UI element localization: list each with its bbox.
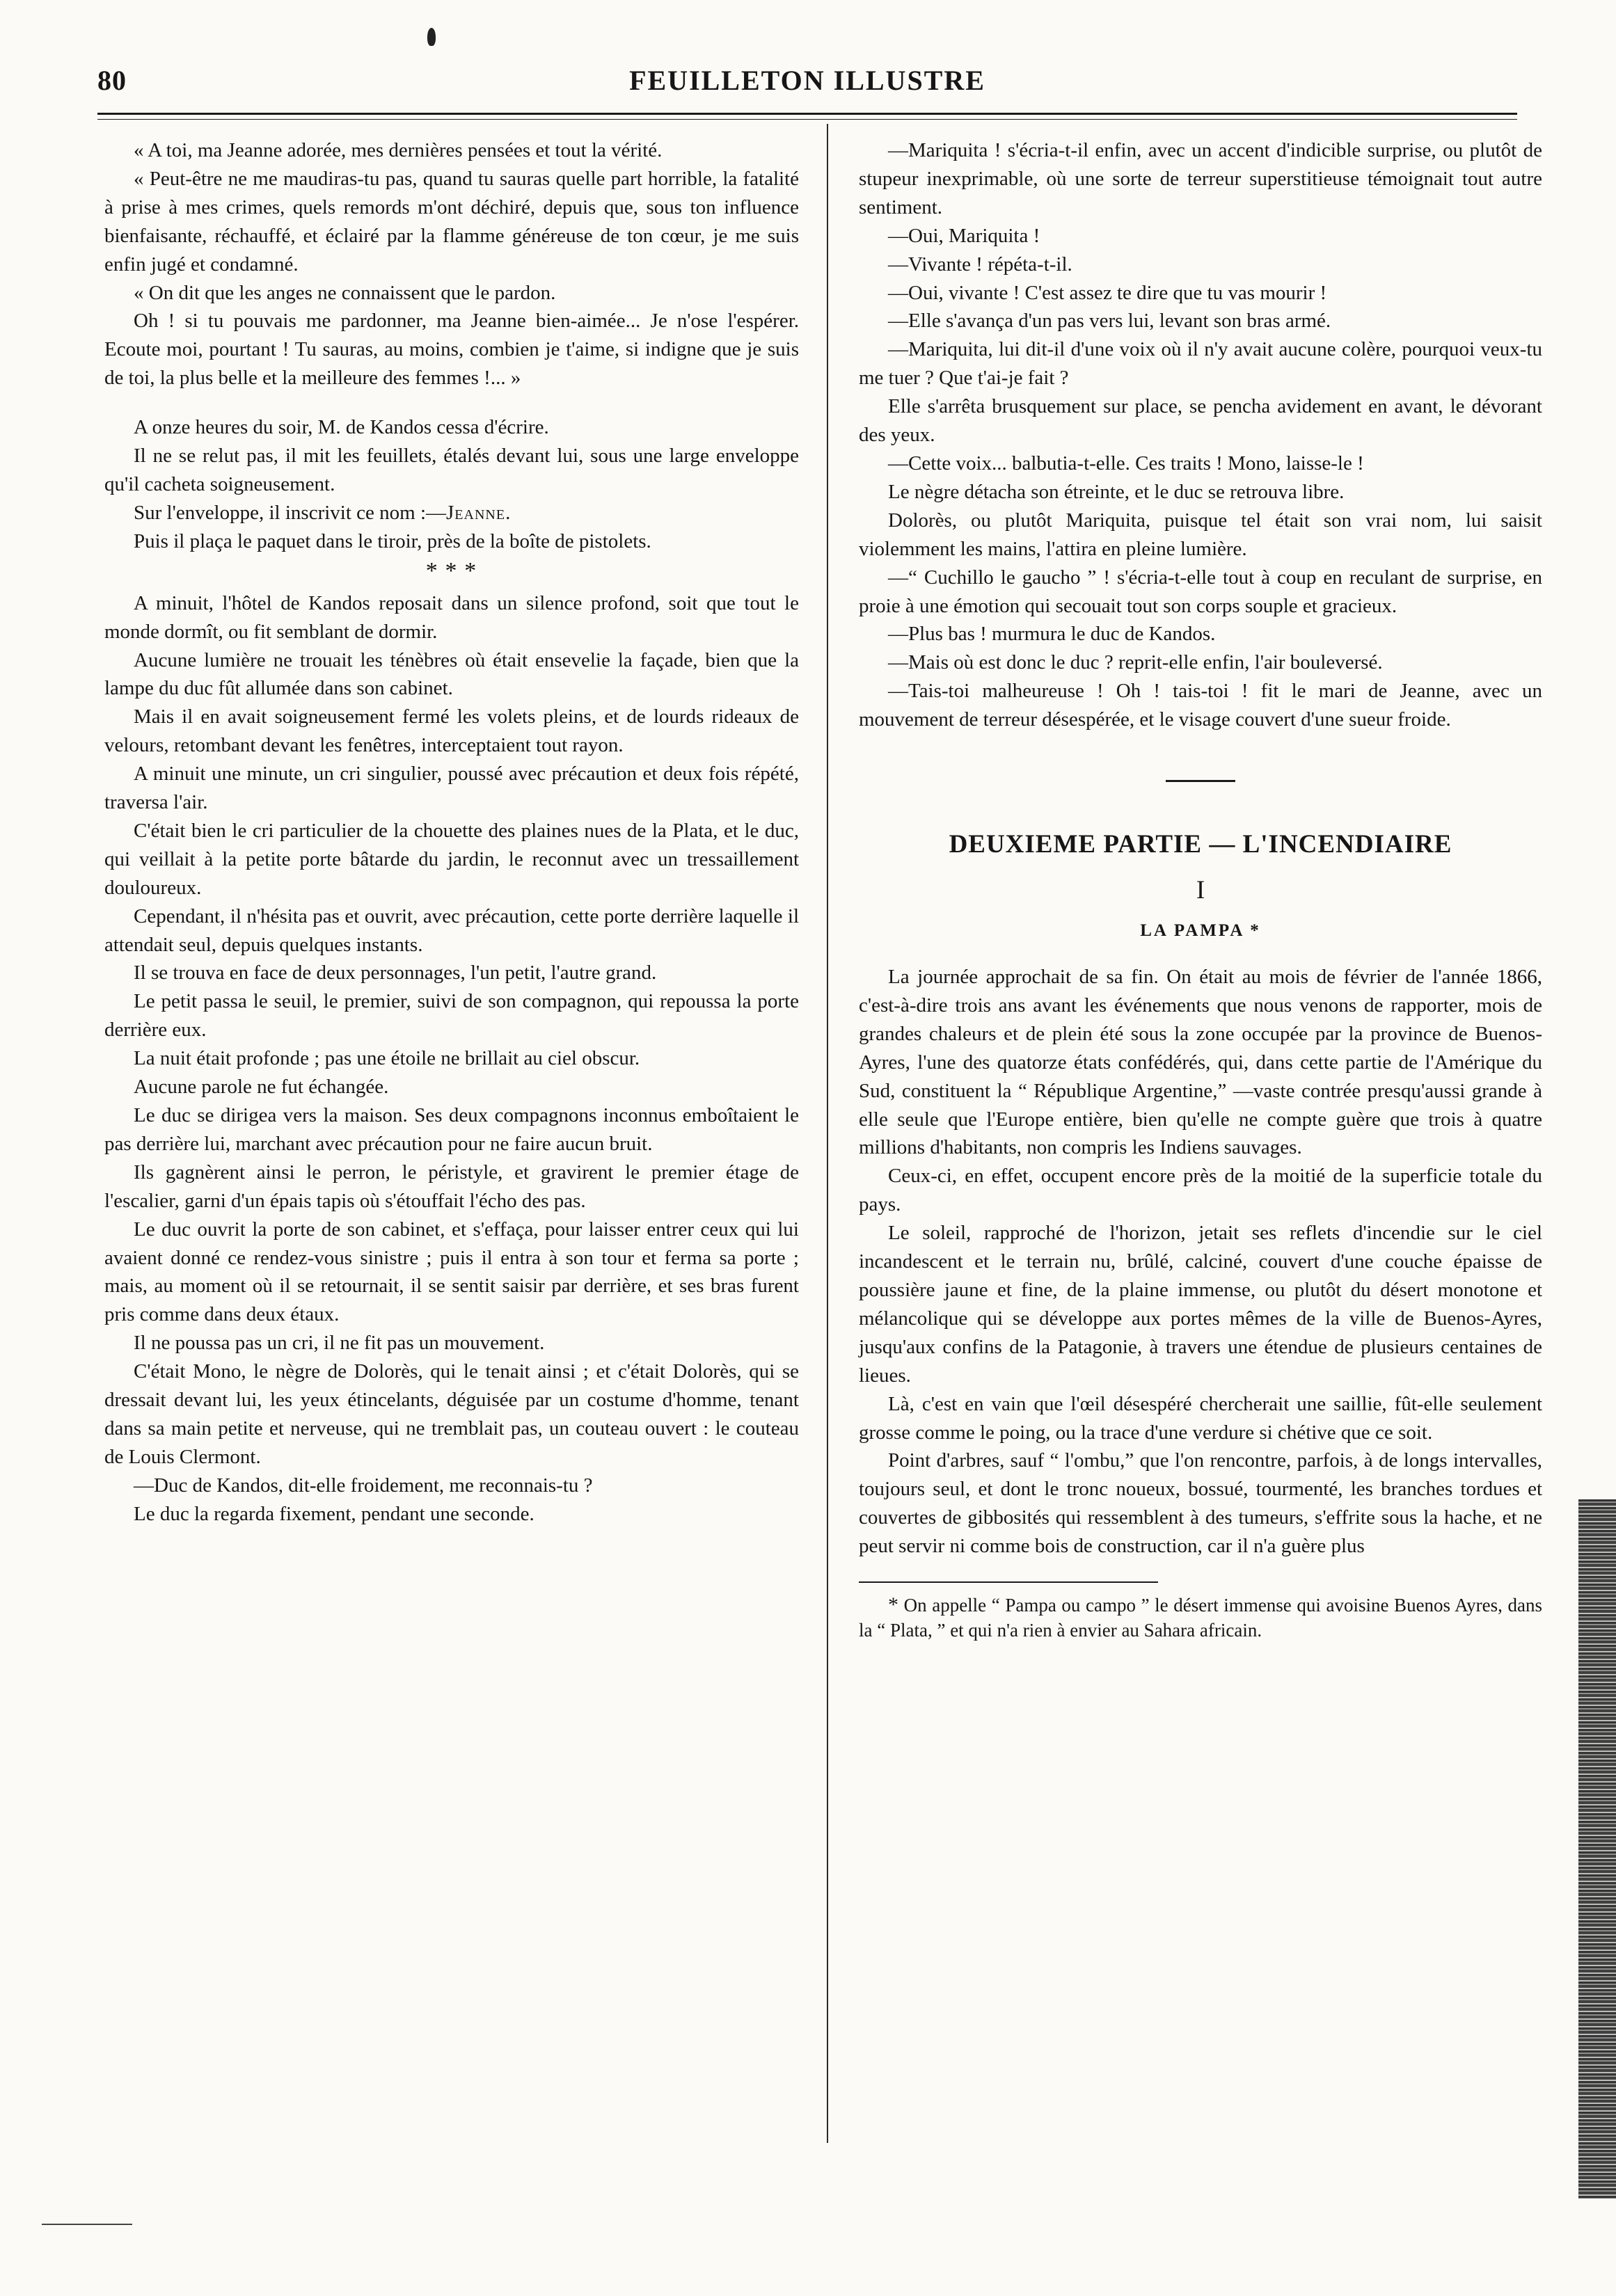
envelope-name: Jeanne. — [446, 501, 512, 524]
paragraph: « A toi, ma Jeanne adorée, mes dernières pensées et tout la vérité. — [134, 139, 663, 161]
paragraph: Puis il plaça le paquet dans le tiroir, près de la boîte de pistolets. — [134, 529, 651, 552]
paragraph: —Oui, vivante ! C'est assez te dire que tu vas mourir ! — [888, 281, 1327, 304]
chapter-title: LA PAMPA * — [1140, 921, 1261, 941]
right-column — [859, 136, 1542, 1643]
page-number: 80 — [97, 65, 127, 96]
part-title: DEUXIEME PARTIE — L'INCENDIAIRE — [949, 830, 1452, 859]
bottom-rule — [42, 2224, 132, 2225]
paragraph: Aucune lumière ne trouait les ténèbres où était ensevelie la façade, bien que la lampe du duc fût allumée dans son cabinet. — [104, 648, 799, 700]
paragraph: Il ne se relut pas, il mit les feuillets, étalés devant lui, sous une large enveloppe qu'il cacheta soigneusement. — [104, 445, 799, 495]
paragraph: Le duc ouvrit la porte de son cabinet, et s'effaça, pour laisser entrer ceux qui lui avaient donné ce rendez-vous sinistre ; puis il entra à son tour et ferma sa porte ; mais, au moment où il se retournait, il se sentit saisir par derrière, et ses bras furent pris comme dans deux étaux. — [104, 1218, 799, 1326]
ink-mark — [427, 28, 436, 46]
paragraph: Le petit passa le seuil, le premier, suivi de son compagnon, qui repoussa la porte derrière eux. — [104, 990, 799, 1042]
paragraph: Cependant, il n'hésita pas et ouvrit, avec précaution, cette porte derrière laquelle il attendait seul, depuis quelques instants. — [104, 904, 799, 956]
paragraph: C'était Mono, le nègre de Dolorès, qui le tenait ainsi ; et c'était Dolorès, qui se dressait devant lui, les yeux étincelants, déguisée par un costume d'homme, tenant dans sa main petite et nerveuse, qui ne tremblait pas, un couteau ouvert : le couteau de Louis Clermont. — [104, 1360, 799, 1468]
paragraph: Le nègre détacha son étreinte, et le duc se retrouva libre. — [888, 480, 1345, 503]
paragraph: Il se trouva en face de deux personnages, l'un petit, l'autre grand. — [134, 962, 657, 984]
paragraph: Elle s'arrêta brusquement sur place, se pencha avidement en avant, le dévorant des yeux. — [859, 395, 1542, 447]
section-rule — [1166, 780, 1235, 782]
paragraph: Le duc la regarda fixement, pendant une seconde. — [134, 1502, 534, 1525]
paragraph: A minuit, l'hôtel de Kandos reposait dans un silence profond, soit que tout le monde dormît, ou fit semblant de dormir. — [104, 591, 799, 643]
column-divider — [827, 124, 828, 2143]
paragraph: —Plus bas ! murmura le duc de Kandos. — [888, 623, 1216, 646]
paragraph: —Cette voix... balbutia-t-elle. Ces traits ! Mono, laisse-le ! — [888, 452, 1364, 475]
paragraph: La nuit était profonde ; pas une étoile ne brillait au ciel obscur. — [134, 1047, 640, 1070]
paragraph: Il ne poussa pas un cri, il ne fit pas un mouvement. — [134, 1332, 545, 1355]
left-column — [104, 136, 799, 1529]
paragraph: La journée approchait de sa fin. On était au mois de février de l'année 1866, c'est-à-dire trois ans avant les événements que nous venons de rapporter, mois de grandes chaleurs et de plein été sous la zone occupée par la province de Buenos-Ayres, l'une des quatorze états confédérés, qui, dans cette partie de l'Amérique du Sud, constituent la “ République Argentine,” —vaste contrée presqu'aussi grande à elle seule que l'Europe entière, bien qu'elle ne compte guère que trois à quatre millions d'habitants, non compris les Indiens sauvages. — [859, 966, 1542, 1159]
paragraph: Mais il en avait soigneusement fermé les volets pleins, et de lourds rideaux de velours, retombant devant les fenêtres, interceptaient tout rayon. — [104, 705, 799, 757]
paragraph: Point d'arbres, sauf “ l'ombu,” que l'on rencontre, parfois, à de longs intervalles, toujours seul, et dont le tronc noueux, bossué, tourmenté, les branches tordues et couvertes de gibbosités qui ressemblent à des tumeurs, s'effrite sous la hache, et ne peut servir ni comme bois de construction, car il n'a guère plus — [859, 1449, 1542, 1558]
paragraph: « On dit que les anges ne connaissent que le pardon. — [134, 281, 556, 304]
paragraph — [104, 499, 799, 527]
paragraph: Ceux-ci, en effet, occupent encore près de la moitié de la superficie totale du pays. — [859, 1165, 1542, 1216]
chapter-number: I — [1196, 876, 1205, 905]
paragraph: « Peut-être ne me maudiras-tu pas, quand tu sauras quelle part horrible, la fatalité à prise à mes crimes, quels remords m'ont déchiré, depuis que, sous ton influence bienfaisante, réchauffé, et éclairé par la flamme généreuse de ton cœur, je me suis enfin jugé et condamné. — [104, 167, 799, 276]
paragraph: A onze heures du soir, M. de Kandos cessa d'écrire. — [134, 416, 549, 439]
paragraph: Là, c'est en vain que l'œil désespéré chercherait une saillie, fût-elle seulement grosse comme le poing, ou la trace d'une verdure si chétive que ce soit. — [859, 1392, 1542, 1444]
paragraph: Oh ! si tu pouvais me pardonner, ma Jeanne bien-aimée... Je n'ose l'espérer. Ecoute moi, pourtant ! Tu sauras, au moins, combien je t'aime, si indigne que je suis de toi, la plus belle et la meilleure des femmes !... » — [104, 310, 799, 390]
asterism: * * * — [425, 557, 478, 584]
paragraph: C'était bien le cri particulier de la chouette des plaines nues de la Plata, et le duc, qui veillait à la petite porte bâtarde du jardin, le reconnut avec un tressaillement douloureux. — [104, 819, 799, 899]
footnote-marker: * — [888, 1593, 898, 1617]
footnote-rule — [859, 1581, 1158, 1583]
paragraph: Dolorès, ou plutôt Mariquita, puisque tel était son vrai nom, lui saisit violemment les mains, l'attira en pleine lumière. — [859, 509, 1542, 560]
paragraph: —“ Cuchillo le gaucho ” ! s'écria-t-elle tout à coup en reculant de surprise, en proie à une émotion qui secouait tout son corps souple et gracieux. — [859, 566, 1542, 617]
footnote-text: On appelle “ Pampa ou campo ” le désert immense qui avoisine Buenos Ayres, dans la “ Plata, ” et qui n'a rien à envier au Sahara africain. — [859, 1595, 1543, 1641]
paragraph: —Mariquita ! s'écria-t-il enfin, avec un accent d'indicible surprise, ou plutôt de stupeur inexprimable, où une sorte de terreur superstitieuse témoignait tout autre sentiment. — [859, 139, 1542, 218]
paragraph: —Oui, Mariquita ! — [888, 224, 1040, 247]
paragraph: Ils gagnèrent ainsi le perron, le péristyle, et gravirent le premier étage de l'escalier, garni d'un épais tapis où s'étouffait l'écho des pas. — [104, 1161, 799, 1212]
header-rule — [97, 113, 1517, 120]
paragraph: —Mais où est donc le duc ? reprit-elle enfin, l'air bouleversé. — [888, 651, 1383, 674]
paragraph: —Duc de Kandos, dit-elle froidement, me reconnais-tu ? — [134, 1474, 593, 1497]
paragraph: Aucune parole ne fut échangée. — [134, 1076, 389, 1099]
page-header — [97, 64, 1517, 106]
paragraph: —Mariquita, lui dit-il d'une voix où il n'y avait aucune colère, pourquoi veux-tu me tuer ? Que t'ai-je fait ? — [859, 338, 1542, 390]
paragraph: Le duc se dirigea vers la maison. Ses deux compagnons inconnus emboîtaient le pas derrière lui, marchant avec précaution pour ne faire aucun bruit. — [104, 1104, 799, 1155]
scan-edge — [1578, 1499, 1616, 2199]
paragraph: A minuit une minute, un cri singulier, poussé avec précaution et deux fois répété, traversa l'air. — [104, 763, 799, 814]
footnote — [859, 1593, 1542, 1643]
paragraph: —Tais-toi malheureuse ! Oh ! tais-toi ! fit le mari de Jeanne, avec un mouvement de terreur désespérée, et le visage couvert d'une sueur froide. — [859, 680, 1542, 731]
paragraph: —Vivante ! répéta-t-il. — [888, 253, 1072, 276]
running-title: FEUILLETON ILLUSTRE — [629, 65, 985, 96]
paragraph: —Elle s'avança d'un pas vers lui, levant son bras armé. — [888, 310, 1331, 333]
paragraph-text: Sur l'enveloppe, il inscrivit ce nom :— — [134, 501, 447, 524]
paragraph: Le soleil, rapproché de l'horizon, jetait ses reflets d'incendie sur le ciel incandescent et le terrain nu, brûlé, calciné, couvert d'une couche épaisse de poussière jaune et fine, de la plaine immense, ou plutôt du désert monotone et mélancolique qui se développe aux portes mêmes de la ville de Buenos-Ayres, jusqu'aux confins de la Patagonie, à travers une étendue de plusieurs centaines de lieues. — [859, 1222, 1542, 1387]
